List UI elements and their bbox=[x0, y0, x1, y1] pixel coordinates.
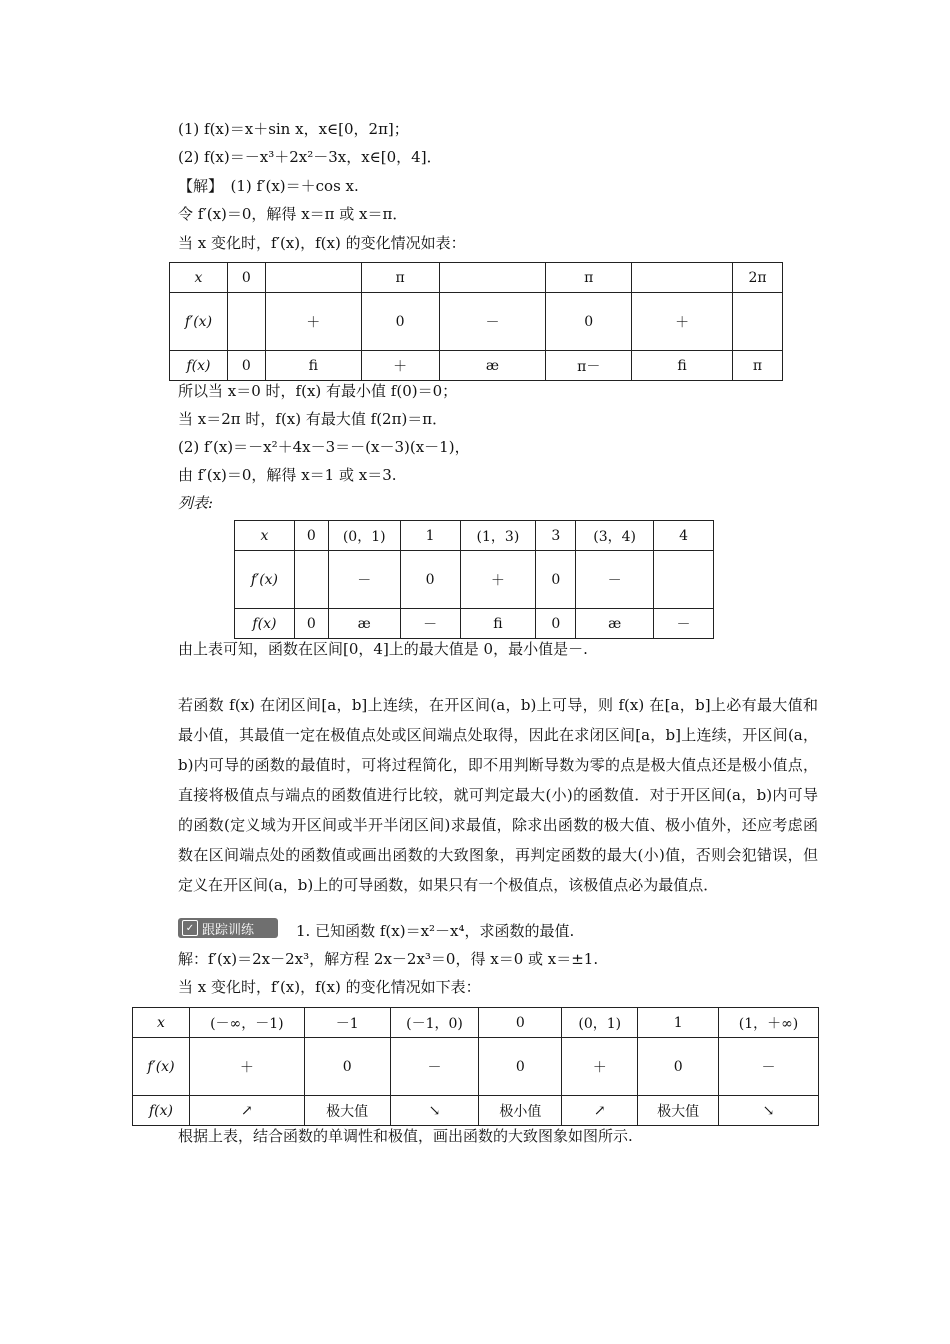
table-cell: － bbox=[576, 551, 654, 609]
table-cell: π bbox=[733, 351, 783, 381]
table-cell: 极大值 bbox=[304, 1096, 390, 1126]
problem-q1: (1) f(x)＝x＋sin x，x∈[0，2π]； bbox=[178, 120, 409, 138]
table-cell: f′(x) bbox=[235, 551, 295, 609]
table-cell: 1 bbox=[638, 1008, 719, 1038]
table-cell: 0 bbox=[294, 521, 328, 551]
table-cell: (0，1) bbox=[562, 1008, 638, 1038]
practice-badge-label: 跟踪训练 bbox=[202, 922, 255, 938]
table-cell: (－∞，－1) bbox=[189, 1008, 304, 1038]
table-cell: ↘ bbox=[390, 1096, 479, 1126]
table-row-f bbox=[133, 1096, 819, 1126]
table-cell: ↗ bbox=[189, 1096, 304, 1126]
table-cell: － bbox=[390, 1038, 479, 1096]
table-cell: 0 bbox=[479, 1008, 562, 1038]
table-cell: ＋ bbox=[460, 551, 536, 609]
table-cell: 3 bbox=[536, 521, 576, 551]
table-cell bbox=[227, 293, 265, 351]
table-cell: 0 bbox=[304, 1038, 390, 1096]
table-cell: 0 bbox=[400, 551, 460, 609]
table-cell: － bbox=[328, 551, 400, 609]
table-row-fprime bbox=[235, 551, 714, 609]
table-cell: 0 bbox=[361, 293, 439, 351]
practice-closing: 根据上表，结合函数的单调性和极值，画出函数的大致图象如图所示. bbox=[178, 1127, 633, 1145]
table-cell: (0，1) bbox=[328, 521, 400, 551]
table-cell: f′(x) bbox=[133, 1038, 190, 1096]
solution1-conclusion-max: 当 x＝2π 时，f(x) 有最大值 f(2π)＝π． bbox=[178, 410, 448, 428]
table-cell: 1 bbox=[400, 521, 460, 551]
table-solution2 bbox=[234, 520, 714, 639]
table-cell: x bbox=[235, 521, 295, 551]
table-cell: ﬁ bbox=[265, 351, 361, 381]
table-cell bbox=[733, 293, 783, 351]
table-cell: － bbox=[400, 609, 460, 639]
solution2-derivative: (2) f′(x)＝－x²＋4x－3＝－(x－3)(x－1)， bbox=[178, 438, 470, 456]
table-cell: π－ bbox=[546, 351, 632, 381]
table-cell: æ bbox=[439, 351, 546, 381]
table-cell bbox=[654, 551, 714, 609]
table-cell: 极大值 bbox=[638, 1096, 719, 1126]
table-cell: x bbox=[170, 263, 228, 293]
problem-q2: (2) f(x)＝－x³＋2x²－3x，x∈[0，4]． bbox=[178, 148, 442, 166]
table-row-f bbox=[235, 609, 714, 639]
table-cell: æ bbox=[328, 609, 400, 639]
table-cell: ↘ bbox=[719, 1096, 819, 1126]
table-cell: ＋ bbox=[632, 293, 733, 351]
table-cell: ﬁ bbox=[460, 609, 536, 639]
table-cell: 0 bbox=[227, 351, 265, 381]
table-row-x bbox=[170, 263, 783, 293]
solution2-conclusion: 由上表可知，函数在区间[0，4]上的最大值是 0，最小值是－. bbox=[178, 640, 588, 658]
table-cell: －1 bbox=[304, 1008, 390, 1038]
table-cell: 0 bbox=[536, 551, 576, 609]
table-cell: 0 bbox=[227, 263, 265, 293]
table-cell bbox=[294, 551, 328, 609]
table-cell: 2π bbox=[733, 263, 783, 293]
table-cell: 0 bbox=[536, 609, 576, 639]
table-cell: ＋ bbox=[562, 1038, 638, 1096]
solution2-list-label: 列表: bbox=[178, 494, 214, 512]
table-cell: ＋ bbox=[189, 1038, 304, 1096]
practice-badge bbox=[178, 918, 278, 938]
table-cell bbox=[265, 263, 361, 293]
table-cell bbox=[439, 263, 546, 293]
table-solution1 bbox=[169, 262, 783, 381]
solution1-conclusion-min: 所以当 x＝0 时，f(x) 有最小值 f(0)＝0； bbox=[178, 382, 458, 400]
table-cell: － bbox=[439, 293, 546, 351]
table-row-fprime bbox=[133, 1038, 819, 1096]
solution2-critical: 由 f′(x)＝0，解得 x＝1 或 x＝3. bbox=[178, 466, 397, 484]
table-cell: 0 bbox=[546, 293, 632, 351]
table-row-x bbox=[235, 521, 714, 551]
table-cell: f(x) bbox=[170, 351, 228, 381]
practice-solution: 解：f′(x)＝2x－2x³，解方程 2x－2x³＝0，得 x＝0 或 x＝±1. bbox=[178, 950, 599, 968]
table-cell: f′(x) bbox=[170, 293, 228, 351]
table-cell: (－1，0) bbox=[390, 1008, 479, 1038]
table-cell: (1，＋∞) bbox=[719, 1008, 819, 1038]
table-cell: 0 bbox=[479, 1038, 562, 1096]
table-row-fprime bbox=[170, 293, 783, 351]
table-row-f bbox=[170, 351, 783, 381]
check-icon: ✓ bbox=[182, 920, 198, 936]
practice-table-caption: 当 x 变化时，f′(x)，f(x) 的变化情况如下表： bbox=[178, 978, 481, 996]
table-cell: π bbox=[361, 263, 439, 293]
table-cell bbox=[632, 263, 733, 293]
table-cell: (3，4) bbox=[576, 521, 654, 551]
table-cell: ＋ bbox=[361, 351, 439, 381]
table-cell: π bbox=[546, 263, 632, 293]
table-cell: (1，3) bbox=[460, 521, 536, 551]
table-cell: f(x) bbox=[133, 1096, 190, 1126]
practice-question: 1. 已知函数 f(x)＝x²－x⁴，求函数的最值. bbox=[296, 922, 575, 940]
solution1-critical: 令 f′(x)＝0，解得 x＝π 或 x＝π． bbox=[178, 205, 408, 223]
table-cell: 极小值 bbox=[479, 1096, 562, 1126]
table-cell: 0 bbox=[638, 1038, 719, 1096]
solution1-table-caption: 当 x 变化时，f′(x)，f(x) 的变化情况如表： bbox=[178, 234, 466, 252]
table-cell: ↗ bbox=[562, 1096, 638, 1126]
table-cell: － bbox=[654, 609, 714, 639]
table-cell: 0 bbox=[294, 609, 328, 639]
table-cell: － bbox=[719, 1038, 819, 1096]
table-cell: ＋ bbox=[265, 293, 361, 351]
table-row-x bbox=[133, 1008, 819, 1038]
table-cell: f(x) bbox=[235, 609, 295, 639]
table-cell: æ bbox=[576, 609, 654, 639]
note-paragraph: 若函数 f(x) 在闭区间[a，b]上连续，在开区间(a，b)上可导，则 f(x) 在[a，b]上必有最大值和最小值，其最值一定在极值点处或区间端点处取得，因此在求闭区间[a，b]上连续，开区间(a，b)内可导的函数的最值时，可将过程简化，即不用判断导数为零的点是极大值点还是极小值点，直接将极值点与端点的函数值进行比较，就可判定最大(小)的函数值．对于开区间(a，b)内可导的函数(定义域为开区间或半开半闭区间)求最值，除求出函数的极大值、极小值外，还应考虑函数在区间端点处的函数值或画出函数的大致图象，再判定函数的最大(小)值，否则会犯错误，但定义在开区间(a，b)上的可导函数，如果只有一个极值点，该极值点必为最值点． bbox=[178, 696, 818, 894]
table-cell: ﬁ bbox=[632, 351, 733, 381]
table-cell: 4 bbox=[654, 521, 714, 551]
table-practice bbox=[132, 1007, 819, 1126]
solution1-intro: 【解】 (1) f′(x)＝＋cos x. bbox=[178, 177, 359, 195]
table-cell: x bbox=[133, 1008, 190, 1038]
